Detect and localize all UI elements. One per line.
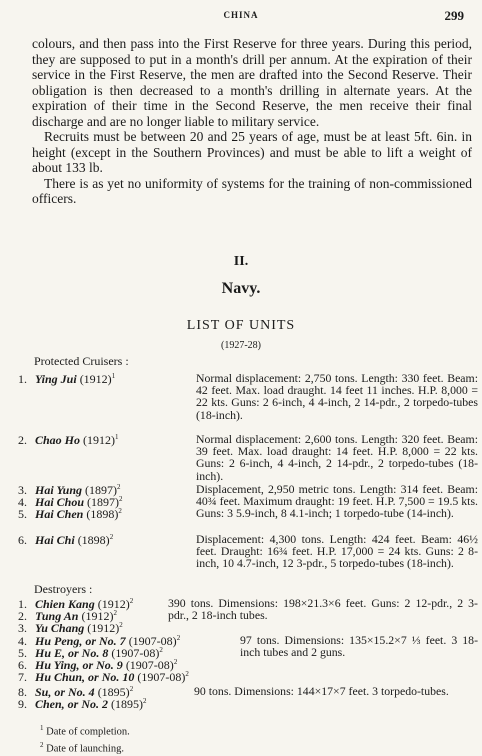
- body-text: [32, 36, 472, 207]
- footnote: $^1$ Date of completion.: [40, 724, 130, 738]
- ship-entry: 8. Su, or No. 4 $(1895)^2$: [18, 685, 134, 699]
- ship-spec: 90 tons. Dimensions: 144×17×7 feet. 3 torpedo-tubes.: [194, 684, 449, 698]
- ship-entry: 2. Chao Ho $(1912)^1$: [18, 433, 119, 447]
- ship-entry: 6. Hu Ying, or No. 9 (1907-08)$^2$: [18, 658, 178, 672]
- page-number: 299: [444, 8, 464, 23]
- ship-spec: Normal displacement: 2,600 tons. Length: 320 feet. Beam: 39 feet. Max. load draught: 14 feet. H.P. 8,000 = 22 kts. Guns: 2 6-inch, 4 4-inch, 2 14-pdr., 2 torpedo-tubes (18-inch).: [196, 432, 478, 483]
- ship-entry: 9. Chen, or No. 2 $(1895)^2$: [18, 697, 147, 711]
- list-title: LIST OF UNITS: [186, 318, 296, 333]
- group-label-destroyers: Destroyers :: [34, 582, 93, 596]
- ship-entry: 1. Ying Jui $(1912)^1$: [18, 372, 116, 386]
- ship-spec: Displacement: 4,300 tons. Length: 424 feet. Beam: 46½ feet. Draught: 16¾ feet. H.P. 17,000 = 24 kts. Guns: 2 8-inch, 10 4.7-inch, 12 3-pdr., 5 torpedo-tubes (18-inch).: [196, 532, 478, 571]
- footnote: $^2$ Date of launching.: [40, 740, 124, 754]
- ship-spec: Normal displacement: 2,750 tons. Length: 330 feet. Beam: 42 feet. Max. load draught. 14 feet 11 inches. H.P. 8,000 = 22 kts. Guns: 2 6-inch, 4 4-inch, 2 14-pdr., 2 torpedo-tubes (18-inch).: [196, 371, 478, 422]
- running-header: CHINA: [223, 10, 259, 20]
- paragraph: colours, and then pass into the First Reserve for three years. During this period, they are supposed to put in a month's drill per annum. At the expiration of their service in the First Reserve, the men are drafted into the Second Reserve. Their obligation is then decreased to a month's drilling in alternate years. At the expiration of their time in the Second Reserve, the men receive their final discharge and are no longer liable to military service.: [32, 36, 472, 129]
- ship-entry: 4. Hu Peng, or No. 7 (1907-08)$^2$: [18, 634, 181, 648]
- ship-entry: 1. Chien Kang $(1912)^2$: [18, 597, 134, 611]
- ship-entry: 3. Yu Chang $(1912)^2$: [18, 621, 123, 635]
- footnotes: [40, 722, 130, 755]
- paragraph: Recruits must be between 20 and 25 years of age, must be at least 5ft. 6in. in height (except in the Southern Provinces) and must be able to lift a weight of about 133 lb.: [32, 129, 472, 175]
- section-title: Navy.: [221, 280, 261, 297]
- list-years: (1927-28): [221, 340, 261, 351]
- ship-spec: Displacement, 2,950 metric tons. Length: 314 feet. Beam: 40¾ feet. Maximum draught: 19 feet. H.P. 7,500 = 19.5 kts. Guns: 3 5.9-inch, 8 4.1-inch; 1 torpedo-tube (14-inch).: [196, 482, 478, 521]
- ship-entry: 6. Hai Chi $(1898)^2$: [18, 533, 114, 547]
- ship-entry: 2. Tung An $(1912)^2$: [18, 609, 117, 623]
- paragraph: There is as yet no uniformity of systems for the training of non-commissioned officers.: [32, 175, 472, 206]
- group-label-protected-cruisers: Protected Cruisers :: [34, 354, 129, 368]
- ship-entry: 4. Hai Chou $(1897)^2$: [18, 495, 123, 509]
- ship-spec: 97 tons. Dimensions: 135×15.2×7 ⅓ feet. 3 18-inch tubes and 2 guns.: [240, 633, 478, 660]
- ship-entry: 7. Hu Chun, or No. 10 (1907-08)$^2$: [18, 670, 189, 684]
- ship-spec: 390 tons. Dimensions: 198×21.3×6 feet. Guns: 2 12-pdr., 2 3-pdr., 2 18-inch tubes.: [168, 596, 478, 623]
- ship-entry: 5. Hu E, or No. 8 (1907-08)$^2$: [18, 646, 163, 660]
- ship-entry: 3. Hai Yung $(1897)^2$: [18, 483, 121, 497]
- ship-entry: 5. Hai Chen $(1898)^2$: [18, 507, 122, 521]
- section-number: II.: [233, 254, 249, 269]
